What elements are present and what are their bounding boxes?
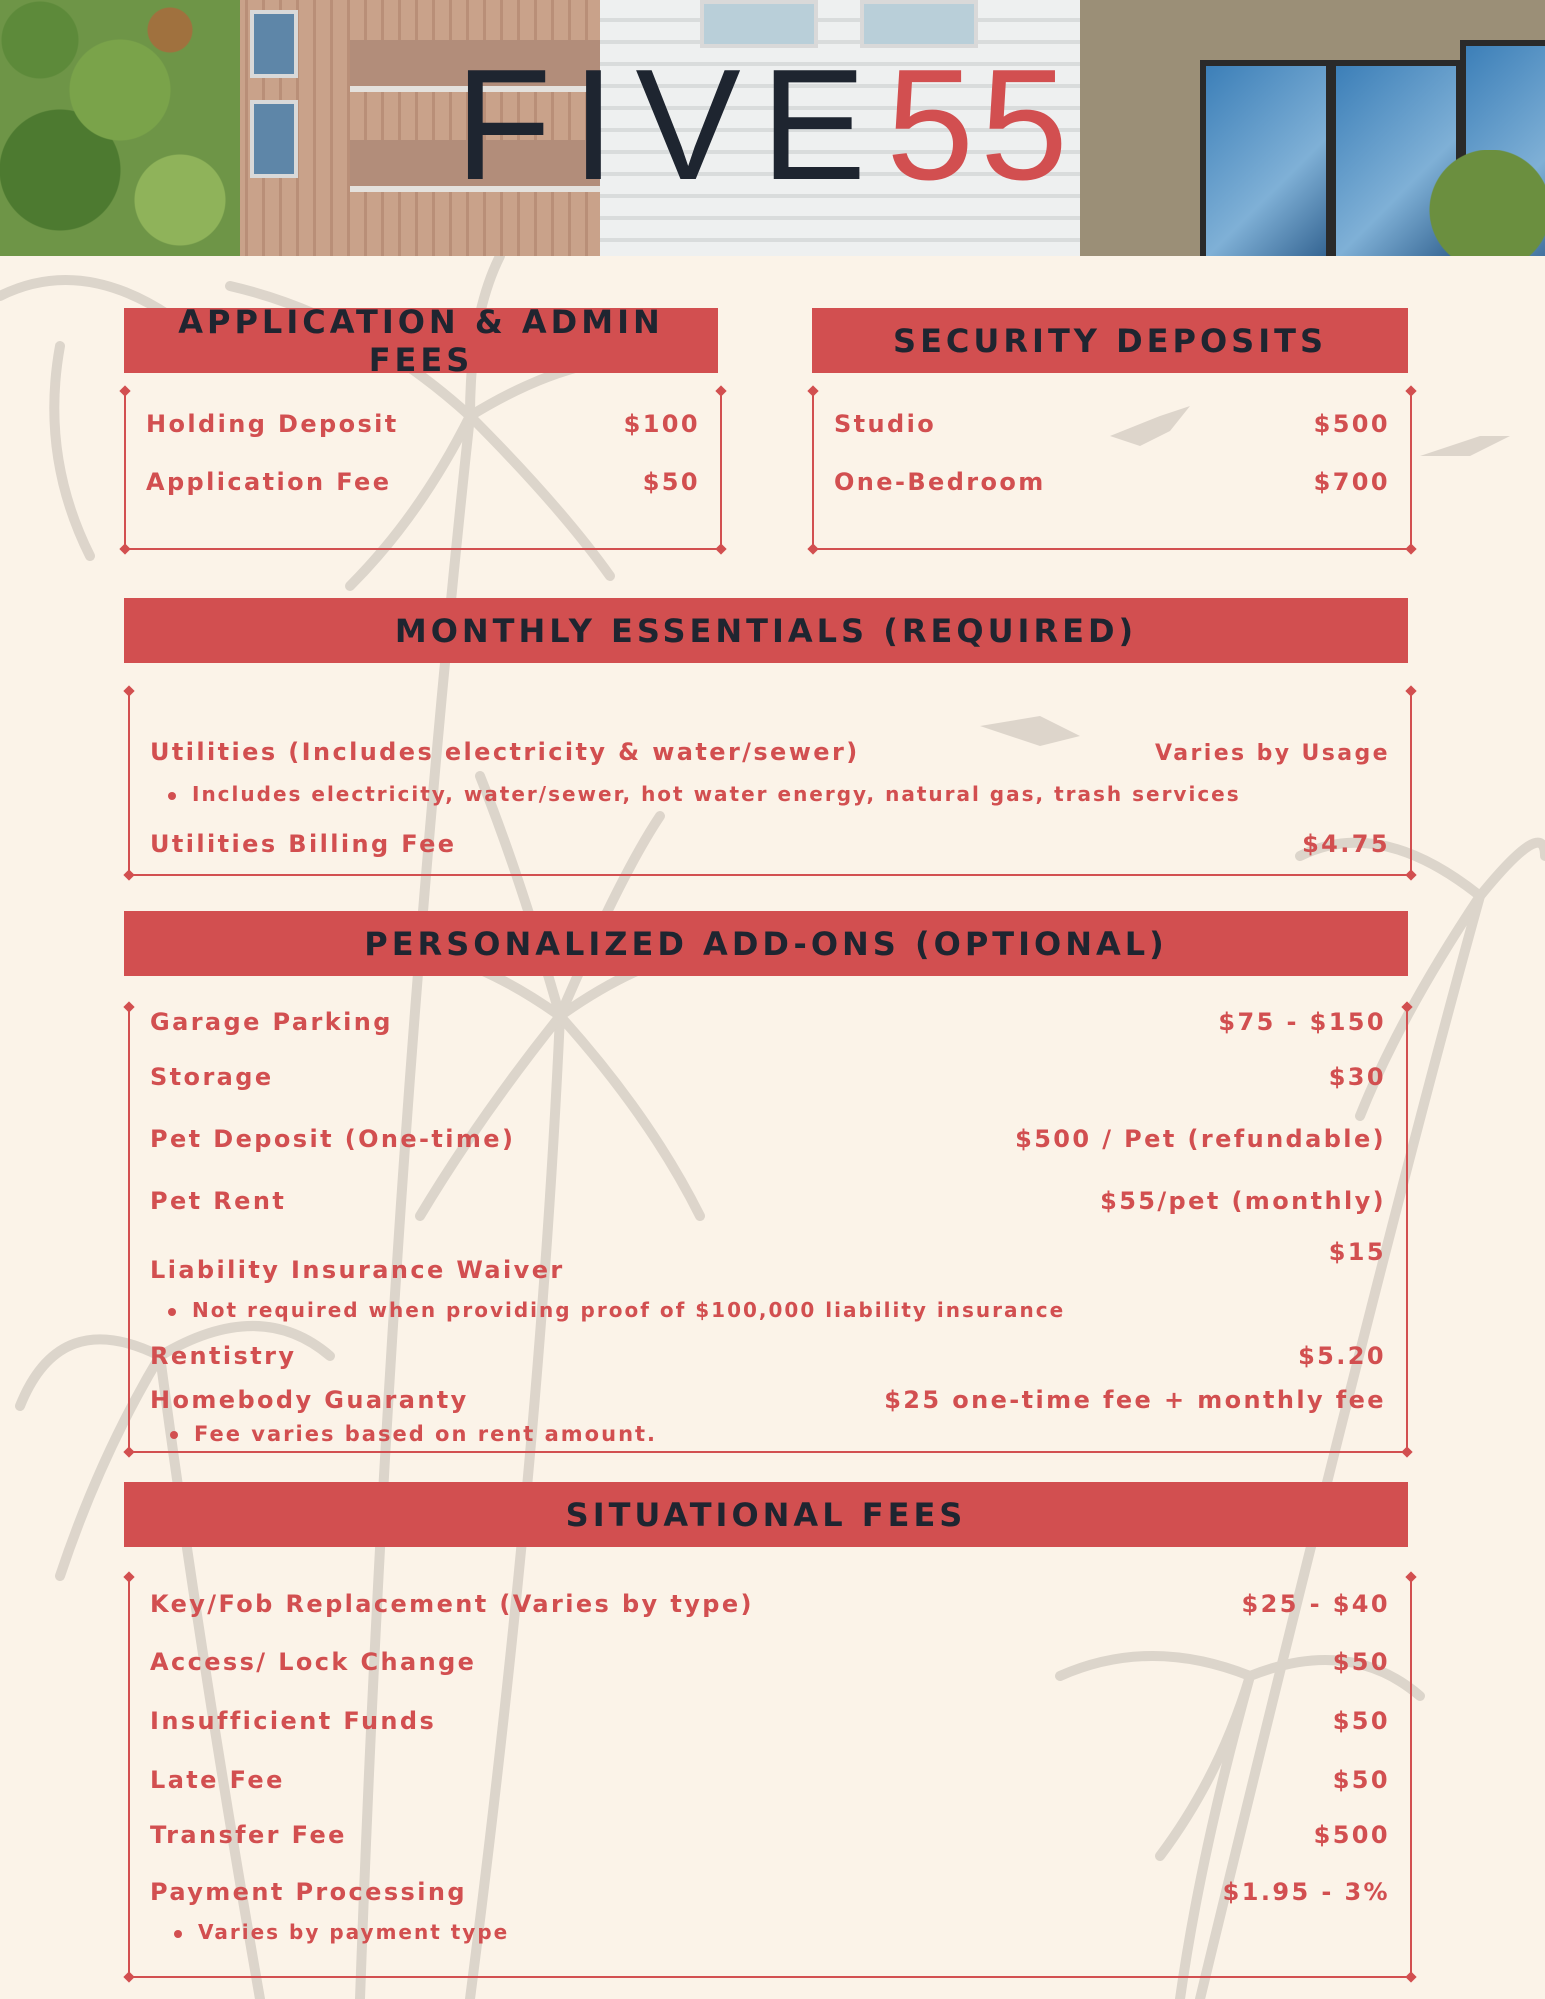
fee-value: $50 [1332, 1707, 1390, 1735]
fee-label: Rentistry [150, 1342, 297, 1370]
fee-value: $100 [623, 410, 700, 438]
fee-row [150, 1125, 1386, 1153]
fee-label: Utilities Billing Fee [150, 830, 457, 858]
fee-value: $25 - $40 [1241, 1590, 1390, 1618]
security-deposits-header: SECURITY DEPOSITS [812, 308, 1408, 373]
fee-row [150, 830, 1390, 858]
fee-label: Liability Insurance Waiver [150, 1256, 565, 1284]
fee-value: $1.95 - 3% [1222, 1878, 1390, 1906]
fee-label: Access/ Lock Change [150, 1648, 477, 1676]
fee-label: Application Fee [146, 468, 392, 496]
fee-value: $50 [1332, 1766, 1390, 1794]
application-fees-box [124, 392, 722, 550]
fee-row [150, 1008, 1386, 1036]
add-ons-header: PERSONALIZED ADD-ONS (OPTIONAL) [124, 911, 1408, 976]
situational-fees-box [128, 1578, 1412, 1978]
fee-label: Late Fee [150, 1766, 285, 1794]
fee-value: $30 [1328, 1063, 1386, 1091]
fee-value: $5.20 [1298, 1342, 1386, 1370]
fee-row [150, 1386, 1386, 1414]
fee-value: $15 [1328, 1238, 1386, 1266]
fee-label: Holding Deposit [146, 410, 399, 438]
header-photo [0, 0, 1545, 256]
fee-label: Key/Fob Replacement (Varies by type) [150, 1590, 754, 1618]
fee-label: Transfer Fee [150, 1821, 347, 1849]
fee-row [150, 738, 1390, 766]
bullet-icon [174, 1930, 182, 1938]
fee-value: $75 - $150 [1218, 1008, 1386, 1036]
fee-label: Pet Deposit (One-time) [150, 1125, 516, 1153]
fee-value: $500 [1313, 1821, 1390, 1849]
fee-row [150, 1766, 1390, 1794]
fee-row [834, 410, 1390, 438]
monthly-essentials-header: MONTHLY ESSENTIALS (REQUIRED) [124, 598, 1408, 663]
fee-value: Varies by Usage [1155, 741, 1390, 766]
fee-label: Garage Parking [150, 1008, 393, 1036]
fee-row [150, 1821, 1390, 1849]
logo-55: 55 [886, 37, 1074, 213]
application-fees-header: APPLICATION & ADMIN FEES [124, 308, 718, 373]
fee-value: $55/pet (monthly) [1100, 1187, 1386, 1215]
add-ons-box [128, 1008, 1408, 1453]
fee-row [150, 1187, 1386, 1215]
fee-label: Utilities (Includes electricity & water/sewer) [150, 738, 860, 766]
security-deposits-box [812, 392, 1412, 550]
fee-row [150, 1648, 1390, 1676]
five55-logo [455, 37, 1074, 213]
fee-label: Storage [150, 1063, 274, 1091]
fee-value: $4.75 [1302, 830, 1390, 858]
bullet-icon [168, 792, 176, 800]
fee-value: $700 [1313, 468, 1390, 496]
fee-row [150, 1063, 1386, 1091]
fee-label: Pet Rent [150, 1187, 287, 1215]
fee-note: Varies by payment type [174, 1920, 509, 1944]
fee-row [150, 1590, 1390, 1618]
fee-row [150, 1342, 1386, 1370]
fee-label: Studio [834, 410, 937, 438]
fee-value: $500 [1313, 410, 1390, 438]
monthly-essentials-box [128, 692, 1412, 876]
fee-value: $50 [642, 468, 700, 496]
logo-five: FIVE [455, 37, 887, 213]
fee-value: $50 [1332, 1648, 1390, 1676]
fee-row [146, 410, 700, 438]
fee-row [150, 1878, 1390, 1906]
fee-row [150, 1238, 1386, 1284]
fee-note: Not required when providing proof of $100,000 liability insurance [168, 1298, 1065, 1322]
fee-label: Payment Processing [150, 1878, 467, 1906]
fee-label: Insufficient Funds [150, 1707, 437, 1735]
fee-value: $25 one-time fee + monthly fee [884, 1386, 1386, 1414]
tree-foliage [0, 0, 240, 256]
fee-label: One-Bedroom [834, 468, 1046, 496]
bullet-icon [168, 1308, 176, 1316]
situational-fees-header: SITUATIONAL FEES [124, 1482, 1408, 1547]
fee-row [150, 1707, 1390, 1735]
fee-value: $500 / Pet (refundable) [1015, 1125, 1386, 1153]
bullet-icon [170, 1431, 178, 1439]
fee-row [834, 468, 1390, 496]
fee-row [146, 468, 700, 496]
fee-label: Homebody Guaranty [150, 1386, 469, 1414]
fee-note: Includes electricity, water/sewer, hot water energy, natural gas, trash services [168, 782, 1241, 806]
fee-note: Fee varies based on rent amount. [170, 1422, 657, 1446]
